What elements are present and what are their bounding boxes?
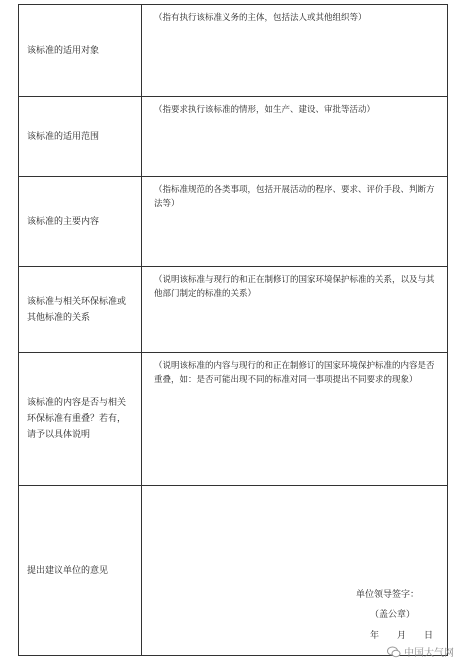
proposal-form-table bbox=[18, 4, 448, 656]
row-label-target bbox=[19, 5, 142, 97]
row-note: （指要求执行该标准的情形，如生产、建设、审批等活动） bbox=[154, 105, 376, 115]
row-label-opinion bbox=[19, 486, 142, 656]
row-content-overlap[interactable] bbox=[142, 353, 448, 486]
row-content-opinion[interactable] bbox=[142, 486, 448, 656]
row-content-content[interactable] bbox=[142, 177, 448, 267]
label-text: 该标准的适用对象 bbox=[27, 45, 100, 56]
form-row-relation bbox=[19, 267, 448, 353]
label-text: 提出建议单位的意见 bbox=[27, 565, 109, 576]
label-text: 该标准的内容是否与相关环保标准有重叠？若有，请予以具体说明 bbox=[27, 398, 127, 440]
form-row-content bbox=[19, 177, 448, 267]
form-row-scope bbox=[19, 97, 448, 177]
row-note: （说明该标准的内容与现行的和正在制修订的国家环境保护标准的内容是否重叠，如：是否可能出现不同的标准对同一事项提出不同要求的现象） bbox=[154, 361, 435, 385]
row-label-scope bbox=[19, 97, 142, 177]
date-label: 年 月 日 bbox=[370, 631, 434, 641]
label-text: 该标准的主要内容 bbox=[27, 216, 100, 227]
row-content-relation[interactable] bbox=[142, 267, 448, 353]
wechat-icon bbox=[387, 646, 401, 658]
row-content-target[interactable] bbox=[142, 5, 448, 97]
form-row-target bbox=[19, 5, 448, 97]
row-note: （指有执行该标准义务的主体，包括法人或其他组织等） bbox=[154, 13, 367, 23]
watermark-text: 中国大气网 bbox=[404, 648, 454, 659]
row-note: （指标准规范的各类事项，包括开展活动的程序、要求、评价手段、判断方法等） bbox=[154, 185, 435, 209]
row-label-content bbox=[19, 177, 142, 267]
watermark bbox=[387, 644, 454, 659]
seal-label: （盖公章） bbox=[370, 610, 416, 620]
leader-signature-label: 单位领导签字： bbox=[356, 590, 420, 600]
row-content-scope[interactable] bbox=[142, 97, 448, 177]
label-text: 该标准与相关环保标准或其他标准的关系 bbox=[27, 296, 127, 323]
row-label-relation bbox=[19, 267, 142, 353]
row-label-overlap bbox=[19, 353, 142, 486]
label-text: 该标准的适用范围 bbox=[27, 131, 100, 142]
form-row-opinion bbox=[19, 486, 448, 656]
form-row-overlap bbox=[19, 353, 448, 486]
row-note: （说明该标准与现行的和正在制修订的国家环境保护标准的关系，以及与其他部门制定的标准的关系） bbox=[154, 275, 435, 299]
